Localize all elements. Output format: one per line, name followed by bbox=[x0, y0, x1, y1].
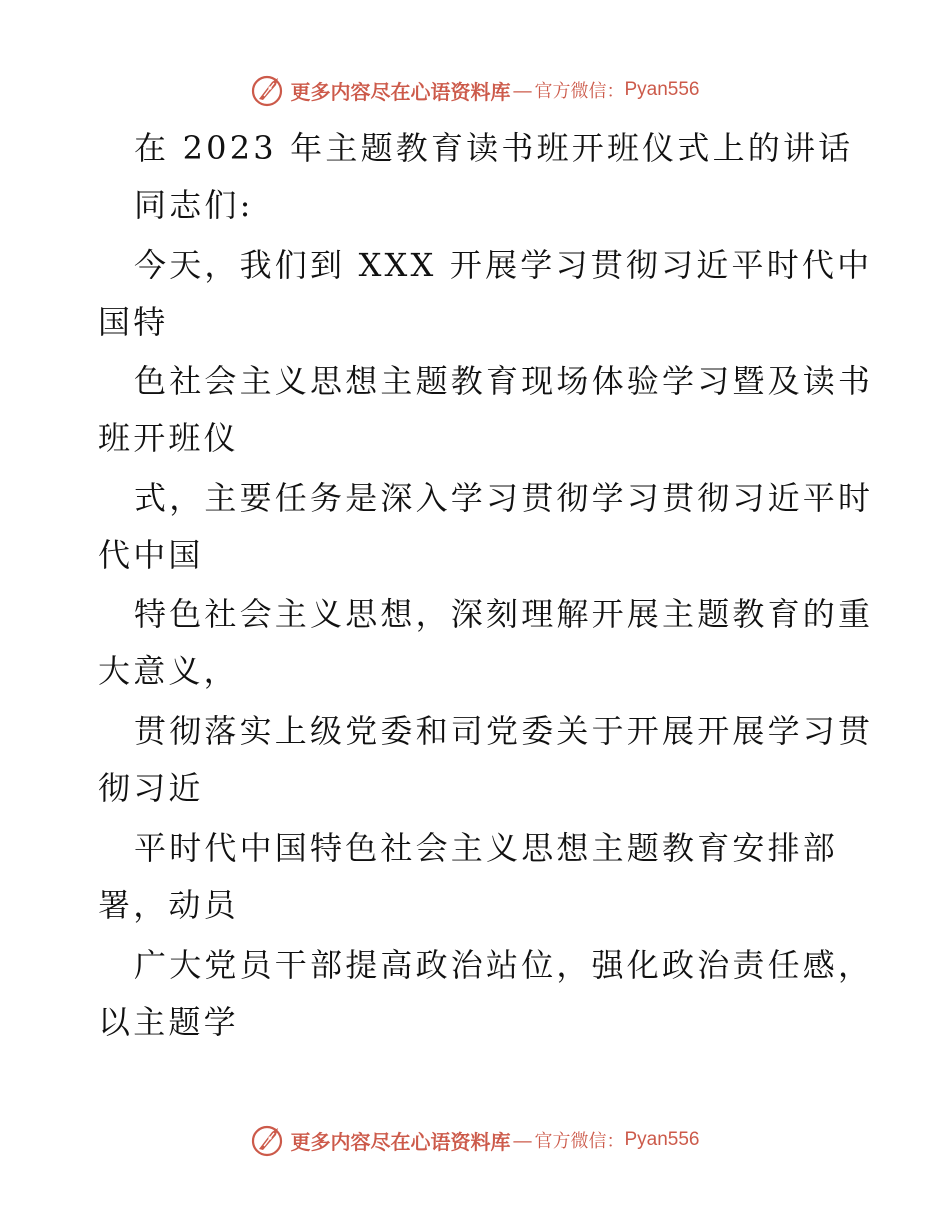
pen-nib-logo-icon bbox=[250, 1122, 286, 1158]
body-line: 式，主要任务是深入学习贯彻学习贯彻习近平时 bbox=[134, 479, 874, 517]
body-line: 大意义， bbox=[98, 652, 239, 690]
header-banner-wechat-label: 官方微信： bbox=[534, 81, 625, 102]
header-banner bbox=[0, 70, 950, 110]
body-line: 署，动员 bbox=[98, 886, 239, 924]
body-line: 国特 bbox=[98, 303, 169, 341]
footer-banner bbox=[0, 1120, 950, 1160]
body-line: 特色社会主义思想，深刻理解开展主题教育的重 bbox=[134, 595, 874, 633]
body-line: 班开班仪 bbox=[98, 419, 239, 457]
body-line: 彻习近 bbox=[98, 769, 204, 807]
footer-banner-dash: — bbox=[512, 1128, 533, 1152]
header-banner-title: 更多内容尽在心语资料库 bbox=[290, 79, 511, 104]
body-line: 今天，我们到 XXX 开展学习贯彻习近平时代中 bbox=[134, 246, 873, 284]
header-banner-wechat-id: Pyan556 bbox=[624, 79, 700, 100]
salutation: 同志们: bbox=[134, 186, 254, 224]
footer-banner-title: 更多内容尽在心语资料库 bbox=[290, 1129, 511, 1154]
body-line: 平时代中国特色社会主义思想主题教育安排部 bbox=[134, 829, 839, 867]
body-line: 色社会主义思想主题教育现场体验学习暨及读书 bbox=[134, 362, 874, 400]
footer-banner-wechat-label: 官方微信： bbox=[534, 1131, 625, 1152]
header-banner-dash: — bbox=[512, 78, 533, 102]
body-line: 以主题学 bbox=[98, 1003, 239, 1041]
pen-nib-logo-icon bbox=[250, 72, 286, 108]
body-line: 代中国 bbox=[98, 536, 204, 574]
body-line: 贯彻落实上级党委和司党委关于开展开展学习贯 bbox=[134, 712, 874, 750]
footer-banner-wechat-id: Pyan556 bbox=[624, 1129, 700, 1150]
body-line: 广大党员干部提高政治站位，强化政治责任感， bbox=[134, 946, 874, 984]
document-title: 在 2023 年主题教育读书班开班仪式上的讲话 bbox=[134, 129, 854, 167]
